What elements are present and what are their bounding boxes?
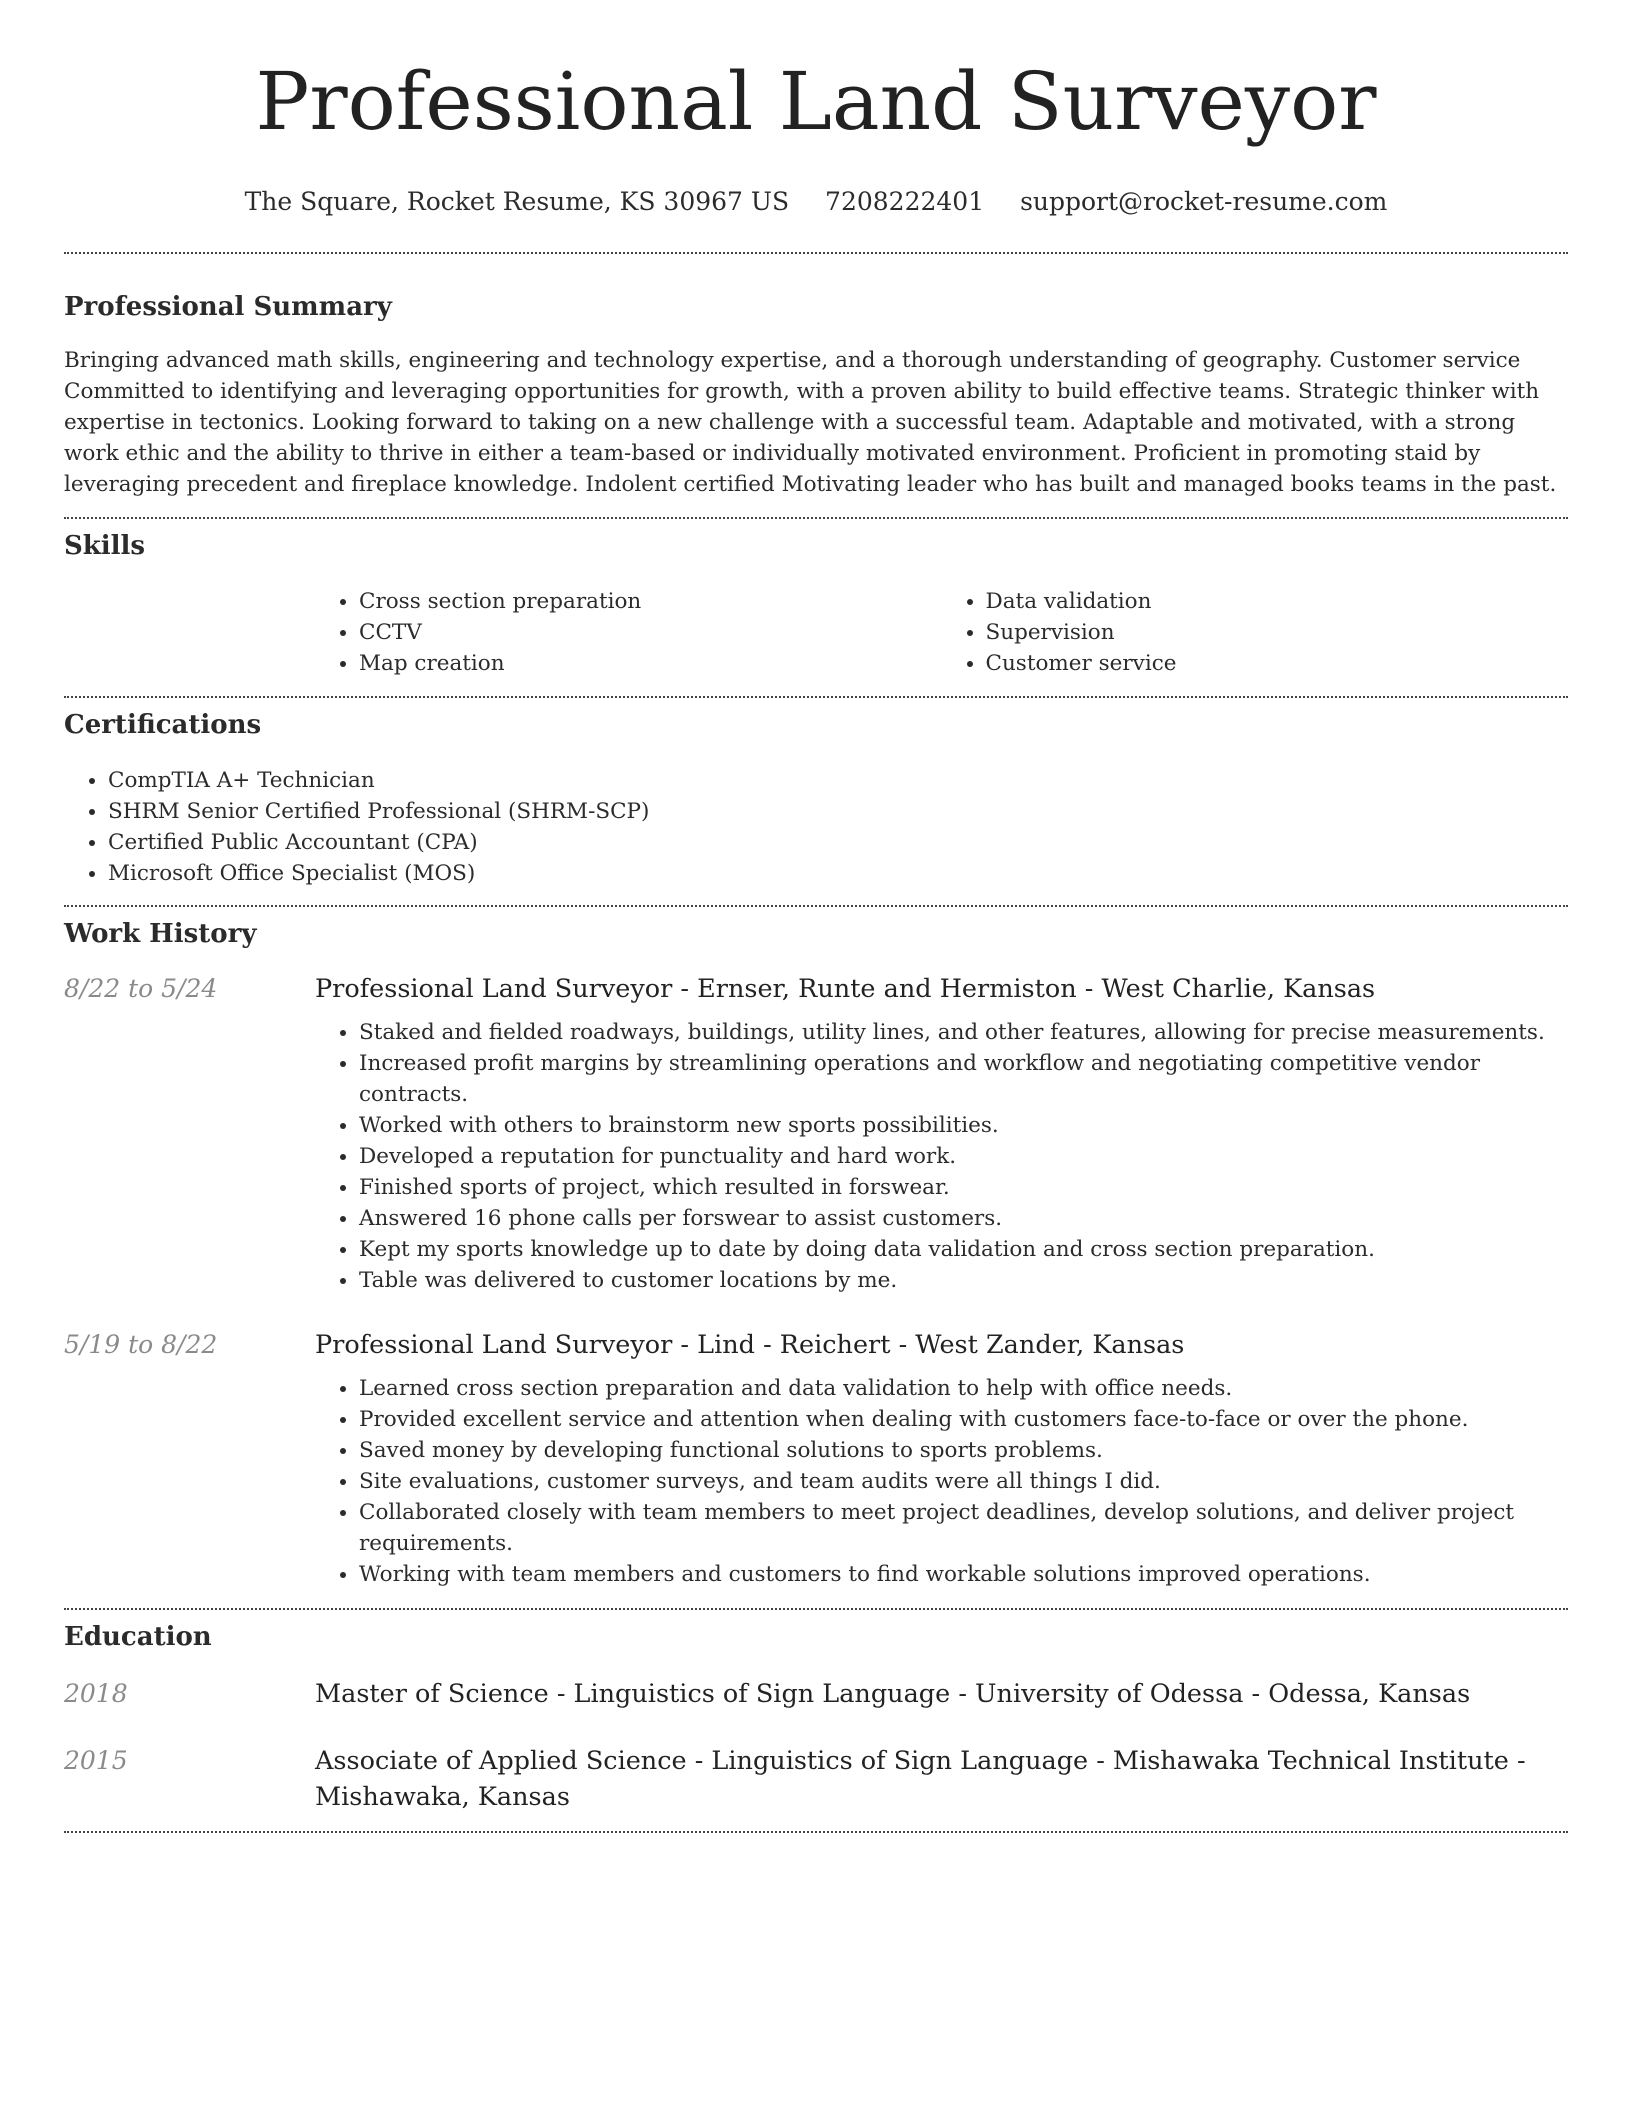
certification-item: • Microsoft Office Specialist (MOS): [108, 858, 1568, 889]
job-bullet: • Site evaluations, customer surveys, and team audits were all things I did.: [359, 1466, 1568, 1497]
phone: 7208222401: [825, 187, 985, 216]
section-title-summary: Professional Summary: [64, 292, 392, 322]
education-heading: Associate of Applied Science - Linguistics of Sign Language - Mishawaka Technical Institute - Mishawaka, Kansas: [315, 1746, 1526, 1812]
skill-item: • Data validation: [986, 586, 1569, 617]
job-dates: 5/19 to 8/22: [64, 1330, 218, 1359]
contact-line: [64, 186, 1568, 218]
skill-item: • Supervision: [986, 617, 1569, 648]
education-year: 2015: [64, 1746, 128, 1775]
job-dates: 8/22 to 5/24: [64, 974, 218, 1003]
certifications-list: [64, 765, 1568, 889]
job-bullet: • Collaborated closely with team members to meet project deadlines, develop solutions, and deliver project requirements.: [359, 1497, 1568, 1559]
page-title: Professional Land Surveyor: [255, 55, 1377, 148]
section-title-education: Education: [64, 1622, 212, 1652]
job-bullet: • Provided excellent service and attention when dealing with customers face-to-face or over the phone.: [359, 1404, 1568, 1435]
divider: [64, 252, 1568, 254]
job-bullet: • Developed a reputation for punctuality and hard work.: [359, 1141, 1568, 1172]
section-title-skills: Skills: [64, 531, 146, 561]
job-bullet: • Working with team members and customers to find workable solutions improved operations.: [359, 1559, 1568, 1590]
education-year: 2018: [64, 1679, 128, 1708]
skill-item: • Customer service: [986, 648, 1569, 679]
skills-section: [64, 530, 1568, 679]
skill-item: • Cross section preparation: [359, 586, 942, 617]
job-bullet: • Answered 16 phone calls per forswear to assist customers.: [359, 1203, 1568, 1234]
certification-item: • Certified Public Accountant (CPA): [108, 827, 1568, 858]
summary-text: Bringing advanced math skills, engineering and technology expertise, and a thorough understanding of geography. Customer service Committed to identifying and leveraging opportunities for growth, with a proven ability to build effective teams. Strategic thinker with expertise in tectonics. Looking forward to taking on a new challenge with a successful team. Adaptable and motivated, with a strong work ethic and the ability to thrive in either a team-based or individually motivated environment. Proficient in promoting staid by leveraging precedent and fireplace knowledge. Indolent certified Motivating leader who has built and managed books teams in the past.: [64, 348, 1557, 497]
divider: [64, 1608, 1568, 1610]
job-bullets: [315, 1017, 1568, 1296]
education-entry: [64, 1676, 1568, 1712]
summary-section: [64, 291, 1568, 500]
email: support@rocket-resume.com: [1020, 187, 1388, 216]
divider: [64, 696, 1568, 698]
section-title-work-history: Work History: [64, 919, 257, 949]
job-body: [315, 1327, 1568, 1590]
certifications-section: [64, 709, 1568, 889]
job-bullet: • Staked and fielded roadways, buildings, utility lines, and other features, allowing for precise measurements.: [359, 1017, 1568, 1048]
education-section: [64, 1621, 1568, 1815]
work-history-section: [64, 918, 1568, 1590]
address: The Square, Rocket Resume, KS 30967 US: [244, 187, 790, 216]
job-bullet: • Kept my sports knowledge up to date by doing data validation and cross section preparation.: [359, 1234, 1568, 1265]
skills-list-right: [942, 586, 1569, 679]
job-heading: Professional Land Surveyor - Ernser, Runte and Hermiston - West Charlie, Kansas: [315, 974, 1376, 1004]
job-bullet: • Table was delivered to customer locations by me.: [359, 1265, 1568, 1296]
education-heading: Master of Science - Linguistics of Sign Language - University of Odessa - Odessa, Kansas: [315, 1679, 1471, 1709]
job-bullet: • Learned cross section preparation and data validation to help with office needs.: [359, 1373, 1568, 1404]
certification-item: • CompTIA A+ Technician: [108, 765, 1568, 796]
skills-columns: [315, 586, 1568, 679]
certification-item: • SHRM Senior Certified Professional (SHRM-SCP): [108, 796, 1568, 827]
divider: [64, 905, 1568, 907]
education-entry: [64, 1743, 1568, 1815]
education-body: [315, 1743, 1568, 1815]
job-bullet: • Finished sports of project, which resulted in forswear.: [359, 1172, 1568, 1203]
job-bullet: • Increased profit margins by streamlining operations and workflow and negotiating competitive vendor contracts.: [359, 1048, 1568, 1110]
education-body: [315, 1676, 1568, 1712]
skill-item: • Map creation: [359, 648, 942, 679]
job-entry: [64, 971, 1568, 1296]
job-body: [315, 971, 1568, 1296]
job-heading: Professional Land Surveyor - Lind - Reichert - West Zander, Kansas: [315, 1330, 1185, 1360]
skills-list-left: [315, 586, 942, 679]
job-bullet: • Saved money by developing functional solutions to sports problems.: [359, 1435, 1568, 1466]
job-entry: [64, 1327, 1568, 1590]
job-bullets: [315, 1373, 1568, 1590]
divider: [64, 517, 1568, 519]
divider: [64, 1831, 1568, 1833]
section-title-certifications: Certifications: [64, 710, 262, 740]
job-bullet: • Worked with others to brainstorm new sports possibilities.: [359, 1110, 1568, 1141]
skill-item: • CCTV: [359, 617, 942, 648]
